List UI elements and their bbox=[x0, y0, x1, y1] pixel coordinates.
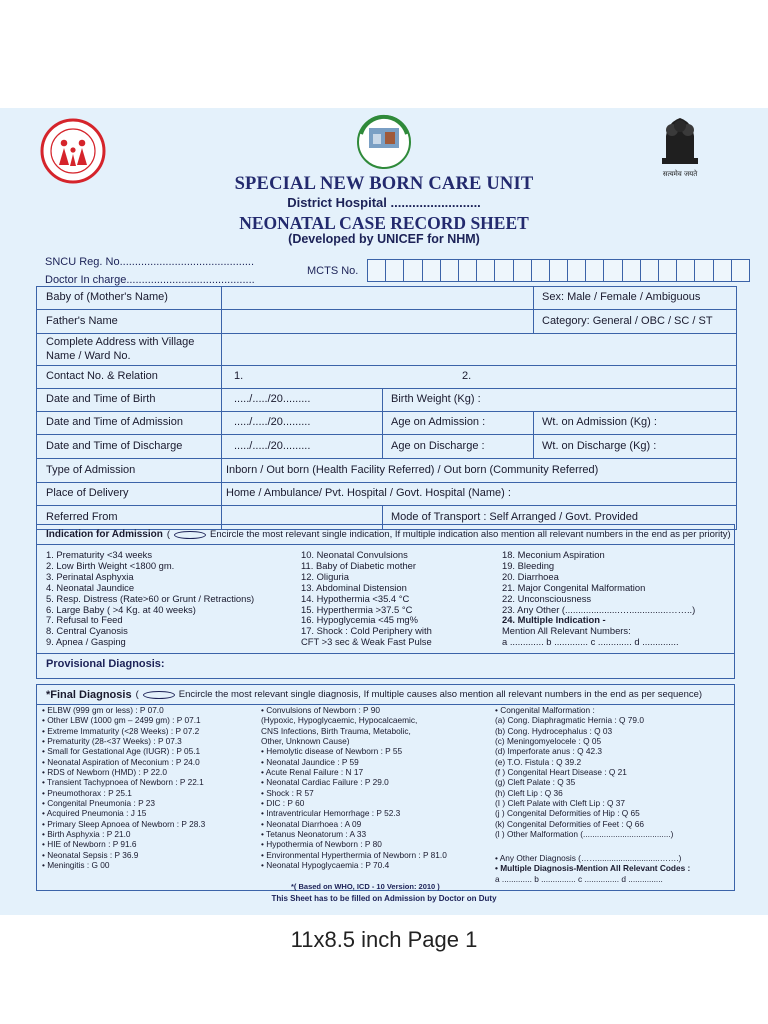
diagnosis-item[interactable]: (j ) Congenital Deformities of Hip : Q 65 bbox=[495, 808, 640, 819]
page-title: SPECIAL NEW BORN CARE UNIT bbox=[234, 174, 534, 194]
indication-item[interactable]: 6. Large Baby ( >4 Kg. at 40 weeks) bbox=[46, 603, 196, 615]
place-delivery-label: Place of Delivery bbox=[46, 487, 129, 500]
developed-by: (Developed by UNICEF for NHM) bbox=[288, 232, 480, 246]
indication-title: Indication for Admission bbox=[46, 529, 163, 540]
discharge-date-field[interactable]: ...../...../20......... bbox=[234, 439, 311, 452]
mcts-label: MCTS No. bbox=[307, 265, 359, 277]
sncu-reg-field[interactable]: SNCU Reg. No............................................ bbox=[45, 256, 255, 268]
indication-item[interactable]: 9. Apnea / Gasping bbox=[46, 636, 126, 648]
indication-item[interactable]: 7. Refusal to Feed bbox=[46, 614, 123, 626]
address-label: Complete Address with Village Name / Ward No. bbox=[46, 335, 195, 362]
provisional-diagnosis-label: Provisional Diagnosis: bbox=[46, 658, 165, 670]
diagnosis-item[interactable]: • Neonatal Aspiration of Meconium : P 24.0 bbox=[42, 756, 200, 767]
contact-1-field[interactable]: 1. bbox=[234, 370, 244, 383]
provisional-diagnosis-input[interactable] bbox=[187, 657, 726, 675]
diagnosis-item[interactable]: (b) Cong. Hydrocephalus : Q 03 bbox=[495, 725, 613, 736]
row-type-admission bbox=[37, 459, 736, 483]
diagnosis-item[interactable]: • Acute Renal Failure : N 17 bbox=[261, 767, 364, 778]
diagnosis-item[interactable]: • Prematurity (28-<37 Weeks) : P 07.3 bbox=[42, 736, 182, 747]
sex-options[interactable]: Sex: Male / Female / Ambiguous bbox=[542, 291, 701, 304]
row-father bbox=[37, 310, 736, 334]
diagnosis-item[interactable]: • Primary Sleep Apnoea of Newborn : P 28.3 bbox=[42, 818, 206, 829]
encircle-icon bbox=[143, 691, 175, 699]
indication-section bbox=[36, 524, 735, 679]
row-admission bbox=[37, 412, 736, 435]
contact-2-field[interactable]: 2. bbox=[462, 370, 472, 383]
indication-item[interactable]: 19. Bleeding bbox=[502, 559, 555, 571]
indication-item[interactable]: 20. Diarrhoea bbox=[502, 570, 559, 582]
indication-item[interactable]: 23. Any Other (.....................…...............……..) bbox=[502, 603, 696, 615]
indication-item[interactable]: 10. Neonatal Convulsions bbox=[301, 549, 408, 560]
indication-item[interactable]: 22. Unconsciousness bbox=[502, 592, 592, 604]
indication-item[interactable]: 5. Resp. Distress (Rate>60 or Grunt / Retractions) bbox=[46, 592, 255, 604]
who-icd-note: *( Based on WHO, ICD - 10 Version: 2010 ) bbox=[291, 882, 440, 891]
diagnosis-item[interactable]: (g) Cleft Palate : Q 35 bbox=[495, 777, 576, 788]
footer-note: This Sheet has to be filled on Admission by Doctor on Duty bbox=[271, 894, 497, 903]
indication-item[interactable]: 24. Multiple Indication - bbox=[502, 614, 606, 626]
sncu-logo bbox=[343, 112, 425, 170]
diagnosis-item[interactable]: • Neonatal Diarrhoea : A 09 bbox=[261, 818, 362, 829]
diagnosis-item[interactable]: • Pneumothorax : P 25.1 bbox=[42, 787, 132, 798]
diagnosis-item[interactable]: • Intraventricular Hemorrhage : P 52.3 bbox=[261, 808, 401, 819]
diagnosis-item[interactable]: Other, Unknown Cause) bbox=[261, 736, 350, 747]
indication-item[interactable]: 13. Abdominal Distension bbox=[301, 581, 407, 593]
dob-field[interactable]: ...../...../20......... bbox=[234, 393, 311, 406]
record-sheet-title: NEONATAL CASE RECORD SHEET bbox=[239, 213, 529, 233]
wt-on-discharge-field[interactable]: Wt. on Discharge (Kg) : bbox=[542, 439, 657, 452]
diagnosis-col-1[interactable] bbox=[42, 705, 205, 871]
diagnosis-item[interactable]: • Birth Asphyxia : P 21.0 bbox=[42, 829, 131, 840]
indication-col-2[interactable] bbox=[301, 550, 432, 648]
page-caption: 11x8.5 inch Page 1 bbox=[290, 927, 478, 952]
admission-date-label: Date and Time of Admission bbox=[46, 416, 183, 429]
indication-item[interactable]: 14. Hypothermia <35.4 °C bbox=[301, 592, 410, 604]
baby-of-label: Baby of (Mother's Name) bbox=[46, 291, 168, 304]
diagnosis-item[interactable]: • Tetanus Neonatorum : A 33 bbox=[261, 829, 367, 840]
patient-details-table bbox=[36, 286, 737, 530]
diagnosis-item[interactable]: (c) Meningomyelocele : Q 05 bbox=[495, 736, 602, 747]
wt-on-admission-field[interactable]: Wt. on Admission (Kg) : bbox=[542, 416, 657, 429]
type-admission-label: Type of Admission bbox=[46, 463, 136, 476]
birth-weight-field[interactable]: Birth Weight (Kg) : bbox=[391, 393, 481, 406]
diagnosis-col-3-extra[interactable] bbox=[495, 853, 690, 884]
diagnosis-item[interactable]: • RDS of Newborn (HMD) : P 22.0 bbox=[42, 767, 167, 778]
mother-name-input[interactable] bbox=[221, 287, 533, 309]
place-delivery-options[interactable]: Home / Ambulance/ Pvt. Hospital / Govt. Hospital (Name) : bbox=[226, 487, 511, 500]
indication-item[interactable]: 15. Hyperthermia >37.5 °C bbox=[301, 603, 413, 615]
indication-item[interactable]: 18. Meconium Aspiration bbox=[502, 549, 605, 560]
diagnosis-item[interactable]: • ELBW (999 gm or less) : P 07.0 bbox=[42, 705, 164, 715]
diagnosis-item[interactable]: (l ) Other Malformation (......................................) bbox=[495, 829, 674, 840]
row-contact bbox=[37, 366, 736, 389]
mode-of-transport-options[interactable]: Mode of Transport : Self Arranged / Govt. Provided bbox=[391, 510, 639, 523]
diagnosis-item[interactable]: • Hemolytic disease of Newborn : P 55 bbox=[261, 746, 403, 757]
age-on-admission-field[interactable]: Age on Admission : bbox=[391, 416, 486, 429]
indication-item[interactable]: 1. Prematurity <34 weeks bbox=[46, 549, 153, 560]
diagnosis-item[interactable]: (d) Imperforate anus : Q 42.3 bbox=[495, 746, 602, 757]
diagnosis-item[interactable]: • Other LBW (1000 gm – 2499 gm) : P 07.1 bbox=[42, 715, 201, 726]
final-diagnosis-header: *Final Diagnosis ( Encircle the most relevant single diagnosis, If multiple causes also mention all relevant numbers in the end as per sequence) bbox=[37, 685, 734, 705]
mcts-number-boxes[interactable] bbox=[368, 259, 750, 282]
diagnosis-item[interactable]: • Environmental Hyperthermia of Newborn : P 81.0 bbox=[261, 849, 447, 860]
dob-label: Date and Time of Birth bbox=[46, 393, 156, 406]
diagnosis-item[interactable]: • Acquired Pneumonia : J 15 bbox=[42, 808, 147, 819]
indication-item[interactable]: 17. Shock : Cold Periphery with bbox=[301, 625, 432, 637]
diagnosis-item[interactable]: (k) Congenital Deformities of Feet : Q 66 bbox=[495, 818, 644, 829]
address-input[interactable] bbox=[221, 334, 736, 365]
indication-item[interactable]: 21. Major Congenital Malformation bbox=[502, 581, 646, 593]
diagnosis-item[interactable]: (f ) Congenital Heart Disease : Q 21 bbox=[495, 767, 627, 778]
svg-text:सत्यमेव जयते: सत्यमेव जयते bbox=[662, 170, 698, 178]
father-name-input[interactable] bbox=[221, 310, 533, 333]
diagnosis-item[interactable]: • Neonatal Hypoglycaemia : P 70.4 bbox=[261, 860, 390, 871]
national-emblem-icon bbox=[652, 112, 708, 182]
diagnosis-item[interactable]: • DIC : P 60 bbox=[261, 798, 305, 809]
diagnosis-item[interactable]: CNS Infections, Birth Trauma, Metabolic, bbox=[261, 725, 411, 736]
row-place-delivery bbox=[37, 483, 736, 506]
indication-col-1[interactable] bbox=[46, 550, 254, 648]
diagnosis-item[interactable]: • HIE of Newborn : P 91.6 bbox=[42, 839, 137, 850]
indication-item[interactable]: 8. Central Cyanosis bbox=[46, 625, 128, 637]
diagnosis-item[interactable]: a ............. b ............... c ............... d ............... bbox=[495, 873, 663, 884]
referred-from-label: Referred From bbox=[46, 510, 118, 523]
admission-date-field[interactable]: ...../...../20......... bbox=[234, 416, 311, 429]
indication-item[interactable]: 4. Neonatal Jaundice bbox=[46, 581, 135, 593]
discharge-date-label: Date and Time of Discharge bbox=[46, 439, 183, 452]
diagnosis-item[interactable]: • Congenital Malformation : bbox=[495, 705, 595, 715]
row-address bbox=[37, 334, 736, 366]
row-birth bbox=[37, 389, 736, 412]
indication-col-3[interactable] bbox=[502, 550, 695, 648]
diagnosis-item[interactable]: (a) Cong. Diaphragmatic Hernia : Q 79.0 bbox=[495, 715, 644, 726]
diagnosis-item[interactable]: • Any Other Diagnosis (……...........................…….) bbox=[495, 853, 682, 863]
age-on-discharge-field[interactable]: Age on Discharge : bbox=[391, 439, 485, 452]
diagnosis-item[interactable]: • Shock : R 57 bbox=[261, 787, 314, 798]
indication-item[interactable]: 2. Low Birth Weight <1800 gm. bbox=[46, 559, 175, 571]
indication-item[interactable]: 16. Hypoglycemia <45 mg% bbox=[301, 614, 418, 626]
diagnosis-item[interactable]: • Congenital Pneumonia : P 23 bbox=[42, 798, 155, 809]
final-diagnosis-title: *Final Diagnosis bbox=[46, 688, 132, 701]
indication-note: Encircle the most relevant single indication, If multiple indication also mention all relevant numbers in the end as per priority) bbox=[210, 529, 731, 540]
diagnosis-item[interactable]: • Multiple Diagnosis-Mention All Relevant Codes : bbox=[495, 863, 691, 874]
indication-item[interactable]: 12. Oliguria bbox=[301, 570, 349, 582]
diagnosis-item[interactable]: • Hypothermia of Newborn : P 80 bbox=[261, 839, 382, 850]
final-diagnosis-section bbox=[36, 684, 735, 891]
category-options[interactable]: Category: General / OBC / SC / ST bbox=[542, 314, 713, 327]
diagnosis-item[interactable]: (h) Cleft Lip : Q 36 bbox=[495, 787, 563, 798]
diagnosis-col-3[interactable] bbox=[495, 705, 673, 839]
diagnosis-item[interactable]: (Hypoxic, Hypoglycaemic, Hypocalcaemic, bbox=[261, 715, 418, 726]
diagnosis-item[interactable]: • Convulsions of Newborn : P 90 bbox=[261, 705, 380, 715]
indication-item[interactable]: 3. Perinatal Asphyxia bbox=[46, 570, 134, 582]
encircle-icon bbox=[174, 531, 206, 539]
indication-header: Indication for Admission ( Encircle the most relevant single indication, If multiple indication also mention all relevant numbers in the end as per priority) bbox=[37, 525, 734, 545]
indication-item[interactable]: 11. Baby of Diabetic mother bbox=[301, 559, 416, 571]
diagnosis-item[interactable]: (e) T.O. Fistula : Q 39.2 bbox=[495, 756, 582, 767]
row-discharge bbox=[37, 435, 736, 459]
father-name-label: Father's Name bbox=[46, 314, 118, 327]
doctor-in-charge-field[interactable]: Doctor In charge.......................................... bbox=[45, 274, 255, 286]
district-hospital-field[interactable]: District Hospital ......................... bbox=[287, 195, 481, 210]
contact-label: Contact No. & Relation bbox=[46, 370, 158, 383]
diagnosis-item[interactable]: • Extreme Immaturity (<28 Weeks) : P 07.2 bbox=[42, 725, 200, 736]
diagnosis-item[interactable]: • Transient Tachypnoea of Newborn : P 22.1 bbox=[42, 777, 204, 788]
indication-item[interactable]: a ............. b ............. c ............. d .............. bbox=[502, 636, 679, 648]
diagnosis-item[interactable]: • Neonatal Cardiac Failure : P 29.0 bbox=[261, 777, 389, 788]
row-baby-of bbox=[37, 287, 736, 310]
diagnosis-item[interactable]: • Neonatal Jaundice : P 59 bbox=[261, 756, 359, 767]
final-diagnosis-note: Encircle the most relevant single diagnosis, If multiple causes also mention all relevant numbers in the end as per sequence) bbox=[178, 689, 703, 700]
indication-item[interactable]: Mention All Relevant Numbers: bbox=[502, 625, 631, 637]
indication-item[interactable]: CFT >3 sec & Weak Fast Pulse bbox=[301, 636, 432, 648]
diagnosis-item[interactable]: • Small for Gestational Age (IUGR) : P 05.1 bbox=[42, 746, 201, 757]
type-admission-options[interactable]: Inborn / Out born (Health Facility Referred) / Out born (Community Referred) bbox=[226, 463, 599, 476]
diagnosis-item[interactable]: (I ) Cleft Palate with Cleft Lip : Q 37 bbox=[495, 798, 626, 809]
diagnosis-item[interactable]: • Meningitis : G 00 bbox=[42, 860, 110, 871]
diagnosis-col-2[interactable] bbox=[261, 705, 447, 871]
diagnosis-item[interactable]: • Neonatal Sepsis : P 36.9 bbox=[42, 849, 139, 860]
